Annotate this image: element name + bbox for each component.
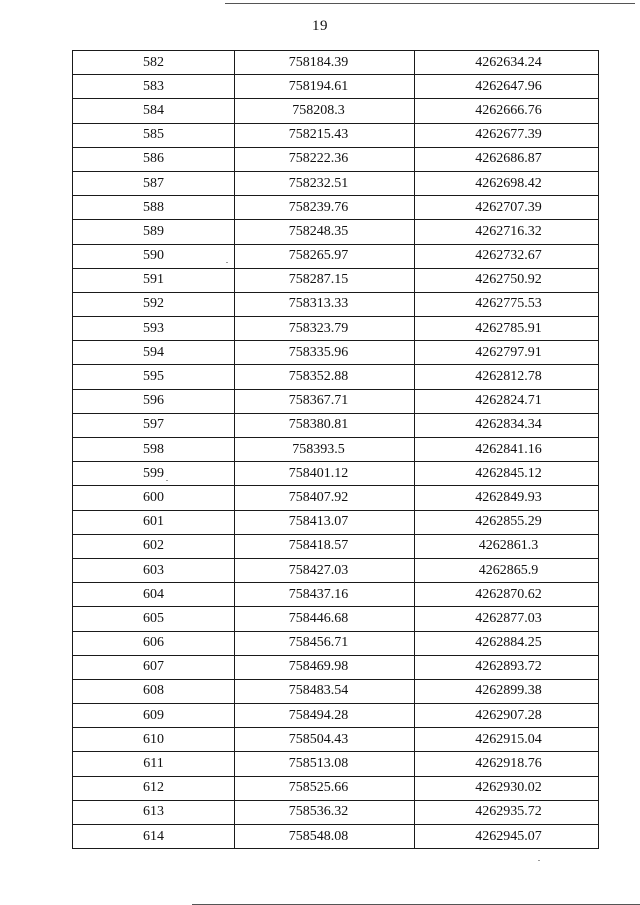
y-coordinate-cell xyxy=(415,679,599,703)
table-row xyxy=(73,292,599,316)
x-coordinate-value: 758407.92 xyxy=(288,489,349,505)
point-number-cell xyxy=(73,728,235,752)
point-number-cell xyxy=(73,99,235,123)
x-coordinate-cell xyxy=(235,220,415,244)
x-coordinate-cell xyxy=(235,147,415,171)
y-coordinate-cell xyxy=(415,704,599,728)
point-number-value: 592 xyxy=(143,296,164,312)
y-coordinate-value: 4262918.76 xyxy=(475,756,542,772)
point-number-cell xyxy=(73,510,235,534)
scan-speck xyxy=(538,860,540,861)
table-row xyxy=(73,244,599,268)
y-coordinate-value: 4262812.78 xyxy=(475,369,542,385)
point-number-value: 597 xyxy=(143,417,164,433)
x-coordinate-cell xyxy=(235,510,415,534)
x-coordinate-cell xyxy=(235,317,415,341)
y-coordinate-value: 4262849.93 xyxy=(475,489,542,505)
y-coordinate-cell xyxy=(415,317,599,341)
x-coordinate-value: 758456.71 xyxy=(288,635,349,651)
x-coordinate-cell xyxy=(235,800,415,824)
x-coordinate-cell xyxy=(235,171,415,195)
point-number-cell xyxy=(73,825,235,849)
x-coordinate-cell xyxy=(235,268,415,292)
point-number-cell xyxy=(73,752,235,776)
y-coordinate-value: 4262716.32 xyxy=(475,223,542,239)
y-coordinate-value: 4262797.91 xyxy=(475,344,542,360)
scan-speck xyxy=(226,262,228,263)
table-row xyxy=(73,655,599,679)
y-coordinate-value: 4262877.03 xyxy=(475,610,542,626)
y-coordinate-value: 4262647.96 xyxy=(475,78,542,94)
table-row xyxy=(73,123,599,147)
y-coordinate-cell xyxy=(415,462,599,486)
point-number-cell xyxy=(73,704,235,728)
y-coordinate-cell xyxy=(415,558,599,582)
table-row xyxy=(73,558,599,582)
point-number-value: 582 xyxy=(143,54,164,70)
y-coordinate-value: 4262945.07 xyxy=(475,828,542,844)
x-coordinate-cell xyxy=(235,728,415,752)
point-number-cell xyxy=(73,800,235,824)
y-coordinate-cell xyxy=(415,413,599,437)
y-coordinate-value: 4262841.16 xyxy=(475,441,542,457)
y-coordinate-value: 4262686.87 xyxy=(475,151,542,167)
x-coordinate-value: 758536.32 xyxy=(288,804,349,820)
point-number-cell xyxy=(73,776,235,800)
y-coordinate-value: 4262775.53 xyxy=(475,296,542,312)
x-coordinate-cell xyxy=(235,51,415,75)
x-coordinate-value: 758287.15 xyxy=(288,272,349,288)
y-coordinate-cell xyxy=(415,655,599,679)
y-coordinate-cell xyxy=(415,196,599,220)
y-coordinate-cell xyxy=(415,607,599,631)
point-number-cell xyxy=(73,631,235,655)
point-number-value: 603 xyxy=(143,562,164,578)
point-number-value: 612 xyxy=(143,780,164,796)
point-number-value: 609 xyxy=(143,707,164,723)
x-coordinate-cell xyxy=(235,244,415,268)
x-coordinate-cell xyxy=(235,776,415,800)
x-coordinate-value: 758313.33 xyxy=(288,296,349,312)
x-coordinate-value: 758222.36 xyxy=(288,151,349,167)
y-coordinate-cell xyxy=(415,534,599,558)
y-coordinate-value: 4262884.25 xyxy=(475,635,542,651)
x-coordinate-value: 758265.97 xyxy=(288,248,349,264)
x-coordinate-value: 758239.76 xyxy=(288,199,349,215)
table-row xyxy=(73,268,599,292)
x-coordinate-value: 758380.81 xyxy=(288,417,349,433)
point-number-value: 604 xyxy=(143,586,164,602)
y-coordinate-cell xyxy=(415,123,599,147)
point-number-cell xyxy=(73,365,235,389)
table-row xyxy=(73,752,599,776)
point-number-cell xyxy=(73,389,235,413)
point-number-value: 599 xyxy=(143,465,164,481)
point-number-value: 585 xyxy=(143,127,164,143)
x-coordinate-cell xyxy=(235,534,415,558)
y-coordinate-cell xyxy=(415,365,599,389)
table-row xyxy=(73,728,599,752)
point-number-value: 601 xyxy=(143,514,164,530)
y-coordinate-cell xyxy=(415,583,599,607)
point-number-value: 600 xyxy=(143,489,164,505)
y-coordinate-value: 4262824.71 xyxy=(475,393,542,409)
table-row xyxy=(73,800,599,824)
y-coordinate-value: 4262677.39 xyxy=(475,127,542,143)
table-row xyxy=(73,510,599,534)
x-coordinate-value: 758513.08 xyxy=(288,756,349,772)
y-coordinate-cell xyxy=(415,389,599,413)
x-coordinate-value: 758194.61 xyxy=(288,78,349,94)
table-row xyxy=(73,679,599,703)
x-coordinate-value: 758525.66 xyxy=(288,780,349,796)
point-number-value: 588 xyxy=(143,199,164,215)
table-row xyxy=(73,486,599,510)
y-coordinate-value: 4262707.39 xyxy=(475,199,542,215)
table-row xyxy=(73,413,599,437)
x-coordinate-cell xyxy=(235,413,415,437)
y-coordinate-cell xyxy=(415,220,599,244)
point-number-value: 586 xyxy=(143,151,164,167)
x-coordinate-value: 758494.28 xyxy=(288,707,349,723)
point-number-value: 584 xyxy=(143,102,164,118)
point-number-cell xyxy=(73,220,235,244)
x-coordinate-cell xyxy=(235,607,415,631)
y-coordinate-cell xyxy=(415,776,599,800)
table-row xyxy=(73,220,599,244)
coordinates-table-body xyxy=(73,51,599,849)
x-coordinate-cell xyxy=(235,123,415,147)
point-number-cell xyxy=(73,341,235,365)
y-coordinate-cell xyxy=(415,268,599,292)
x-coordinate-value: 758367.71 xyxy=(288,393,349,409)
x-coordinate-value: 758469.98 xyxy=(288,659,349,675)
point-number-value: 590 xyxy=(143,248,164,264)
table-row xyxy=(73,317,599,341)
x-coordinate-cell xyxy=(235,341,415,365)
point-number-value: 595 xyxy=(143,369,164,385)
x-coordinate-cell xyxy=(235,462,415,486)
x-coordinate-cell xyxy=(235,679,415,703)
point-number-cell xyxy=(73,244,235,268)
y-coordinate-cell xyxy=(415,825,599,849)
top-rule xyxy=(225,3,635,4)
point-number-value: 591 xyxy=(143,272,164,288)
x-coordinate-cell xyxy=(235,486,415,510)
y-coordinate-cell xyxy=(415,244,599,268)
x-coordinate-value: 758248.35 xyxy=(288,223,349,239)
y-coordinate-value: 4262930.02 xyxy=(475,780,542,796)
x-coordinate-cell xyxy=(235,365,415,389)
point-number-cell xyxy=(73,51,235,75)
y-coordinate-value: 4262666.76 xyxy=(475,102,542,118)
point-number-value: 593 xyxy=(143,320,164,336)
y-coordinate-value: 4262855.29 xyxy=(475,514,542,530)
point-number-value: 587 xyxy=(143,175,164,191)
x-coordinate-value: 758427.03 xyxy=(288,562,349,578)
point-number-cell xyxy=(73,438,235,462)
y-coordinate-cell xyxy=(415,99,599,123)
x-coordinate-cell xyxy=(235,704,415,728)
point-number-value: 606 xyxy=(143,635,164,651)
point-number-value: 594 xyxy=(143,344,164,360)
x-coordinate-value: 758504.43 xyxy=(288,731,349,747)
table-row xyxy=(73,147,599,171)
x-coordinate-value: 758184.39 xyxy=(288,54,349,70)
table-row xyxy=(73,704,599,728)
x-coordinate-cell xyxy=(235,196,415,220)
x-coordinate-value: 758352.88 xyxy=(288,369,349,385)
y-coordinate-cell xyxy=(415,341,599,365)
coordinates-table xyxy=(72,50,599,849)
x-coordinate-value: 758401.12 xyxy=(288,465,349,481)
x-coordinate-value: 758446.68 xyxy=(288,610,349,626)
y-coordinate-value: 4262870.62 xyxy=(475,586,542,602)
y-coordinate-value: 4262893.72 xyxy=(475,659,542,675)
y-coordinate-cell xyxy=(415,752,599,776)
point-number-cell xyxy=(73,679,235,703)
page-number: 19 xyxy=(312,18,328,34)
y-coordinate-cell xyxy=(415,631,599,655)
y-coordinate-value: 4262698.42 xyxy=(475,175,542,191)
point-number-cell xyxy=(73,268,235,292)
point-number-cell xyxy=(73,486,235,510)
table-row xyxy=(73,607,599,631)
y-coordinate-value: 4262899.38 xyxy=(475,683,542,699)
point-number-cell xyxy=(73,292,235,316)
y-coordinate-cell xyxy=(415,51,599,75)
point-number-value: 583 xyxy=(143,78,164,94)
table-row xyxy=(73,438,599,462)
point-number-cell xyxy=(73,655,235,679)
point-number-value: 610 xyxy=(143,731,164,747)
x-coordinate-value: 758208.3 xyxy=(292,102,345,118)
point-number-value: 605 xyxy=(143,610,164,626)
point-number-value: 607 xyxy=(143,659,164,675)
point-number-cell xyxy=(73,147,235,171)
point-number-cell xyxy=(73,558,235,582)
x-coordinate-cell xyxy=(235,99,415,123)
x-coordinate-value: 758413.07 xyxy=(288,514,349,530)
x-coordinate-value: 758418.57 xyxy=(288,538,349,554)
point-number-cell xyxy=(73,317,235,341)
y-coordinate-value: 4262865.9 xyxy=(478,562,539,578)
point-number-cell xyxy=(73,583,235,607)
x-coordinate-cell xyxy=(235,292,415,316)
point-number-value: 613 xyxy=(143,804,164,820)
x-coordinate-cell xyxy=(235,438,415,462)
y-coordinate-cell xyxy=(415,728,599,752)
x-coordinate-value: 758215.43 xyxy=(288,127,349,143)
y-coordinate-value: 4262834.34 xyxy=(475,417,542,433)
y-coordinate-cell xyxy=(415,75,599,99)
x-coordinate-value: 758483.54 xyxy=(288,683,349,699)
y-coordinate-cell xyxy=(415,438,599,462)
scan-speck xyxy=(166,480,168,481)
y-coordinate-cell xyxy=(415,292,599,316)
point-number-cell xyxy=(73,196,235,220)
y-coordinate-value: 4262861.3 xyxy=(478,538,539,554)
point-number-cell xyxy=(73,171,235,195)
x-coordinate-cell xyxy=(235,825,415,849)
table-row xyxy=(73,75,599,99)
table-row xyxy=(73,462,599,486)
x-coordinate-cell xyxy=(235,583,415,607)
point-number-cell xyxy=(73,123,235,147)
y-coordinate-cell xyxy=(415,171,599,195)
point-number-value: 608 xyxy=(143,683,164,699)
table-row xyxy=(73,631,599,655)
point-number-value: 596 xyxy=(143,393,164,409)
y-coordinate-value: 4262634.24 xyxy=(475,54,542,70)
point-number-cell xyxy=(73,462,235,486)
y-coordinate-value: 4262907.28 xyxy=(475,707,542,723)
table-row xyxy=(73,825,599,849)
point-number-cell xyxy=(73,75,235,99)
x-coordinate-value: 758335.96 xyxy=(288,344,349,360)
x-coordinate-cell xyxy=(235,752,415,776)
y-coordinate-value: 4262845.12 xyxy=(475,465,542,481)
x-coordinate-cell xyxy=(235,655,415,679)
y-coordinate-value: 4262750.92 xyxy=(475,272,542,288)
y-coordinate-value: 4262935.72 xyxy=(475,804,542,820)
x-coordinate-value: 758548.08 xyxy=(288,828,349,844)
point-number-value: 598 xyxy=(143,441,164,457)
table-row xyxy=(73,99,599,123)
point-number-value: 614 xyxy=(143,828,164,844)
table-row xyxy=(73,341,599,365)
x-coordinate-value: 758232.51 xyxy=(288,175,349,191)
y-coordinate-cell xyxy=(415,800,599,824)
point-number-cell xyxy=(73,607,235,631)
point-number-value: 611 xyxy=(143,756,164,772)
table-row xyxy=(73,534,599,558)
y-coordinate-cell xyxy=(415,147,599,171)
table-row xyxy=(73,583,599,607)
point-number-value: 602 xyxy=(143,538,164,554)
y-coordinate-value: 4262915.04 xyxy=(475,731,542,747)
table-row xyxy=(73,171,599,195)
x-coordinate-cell xyxy=(235,75,415,99)
x-coordinate-value: 758393.5 xyxy=(292,441,345,457)
x-coordinate-cell xyxy=(235,558,415,582)
x-coordinate-value: 758323.79 xyxy=(288,320,349,336)
y-coordinate-value: 4262732.67 xyxy=(475,248,542,264)
table-row xyxy=(73,51,599,75)
table-row xyxy=(73,196,599,220)
table-row xyxy=(73,365,599,389)
y-coordinate-cell xyxy=(415,510,599,534)
x-coordinate-cell xyxy=(235,389,415,413)
point-number-value: 589 xyxy=(143,223,164,239)
y-coordinate-value: 4262785.91 xyxy=(475,320,542,336)
table-row xyxy=(73,389,599,413)
table-row xyxy=(73,776,599,800)
x-coordinate-cell xyxy=(235,631,415,655)
y-coordinate-cell xyxy=(415,486,599,510)
x-coordinate-value: 758437.16 xyxy=(288,586,349,602)
point-number-cell xyxy=(73,534,235,558)
point-number-cell xyxy=(73,413,235,437)
